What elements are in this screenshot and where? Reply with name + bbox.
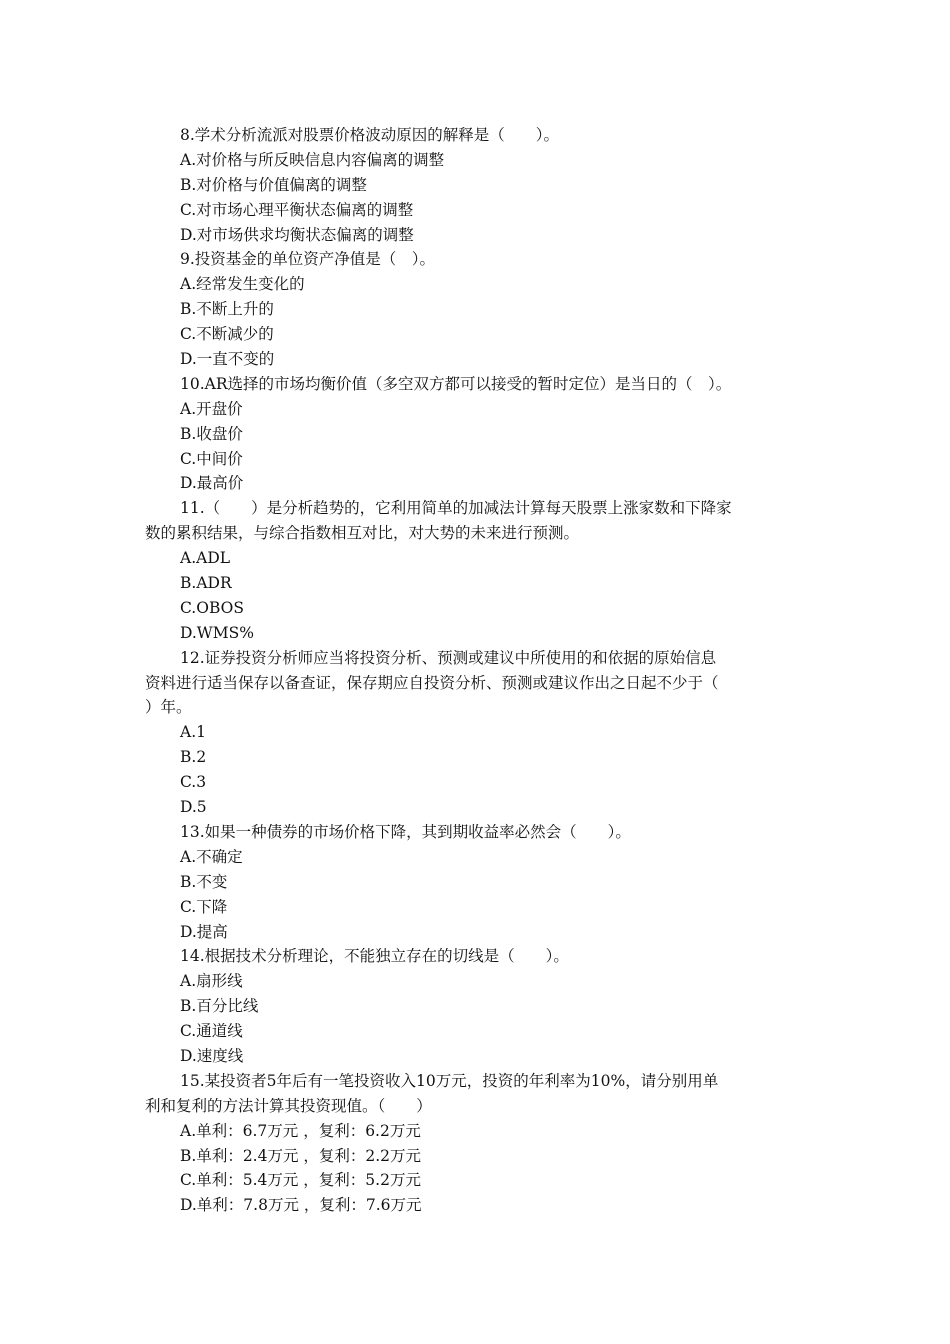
option-d: D.单利：7.8万元 ，复利：7.6万元 (180, 1196, 422, 1215)
option-d: D.5 (180, 798, 207, 817)
option-c: C.不断减少的 (180, 325, 274, 344)
question-text: 14.根据技术分析理论，不能独立存在的切线是（ ）。 (180, 947, 569, 966)
option-d: D.提高 (180, 922, 228, 941)
option-a: A.ADL (180, 549, 231, 568)
option-b: B.对价格与价值偏离的调整 (180, 175, 367, 194)
question-text: 9.投资基金的单位资产净值是（ ）。 (180, 250, 436, 269)
option-a: A.经常发生变化的 (180, 275, 305, 294)
option-b: B.不变 (180, 872, 228, 891)
question-text-continued: 利和复利的方法计算其投资现值。（ ） (145, 1096, 432, 1115)
option-a: A.对价格与所反映信息内容偏离的调整 (180, 150, 445, 169)
option-c: C.单利：5.4万元 ，复利：5.2万元 (180, 1171, 421, 1190)
question-15 (145, 1069, 810, 1218)
question-text: 12.证券投资分析师应当将投资分析、预测或建议中所使用的和依据的原始信息 (180, 648, 717, 667)
option-c: C.OBOS (180, 598, 244, 617)
question-10 (145, 372, 810, 496)
option-d: D.最高价 (180, 474, 244, 493)
option-b: B.ADR (180, 574, 232, 593)
option-d: D.WMS% (180, 623, 254, 642)
question-9 (145, 247, 810, 371)
question-13 (145, 820, 810, 944)
question-11 (145, 496, 810, 645)
option-c: C.对市场心理平衡状态偏离的调整 (180, 200, 414, 219)
question-text-continued: 资料进行适当保存以备查证，保存期应自投资分析、预测或建议作出之日起不少于（ (145, 673, 719, 692)
question-text: 13.如果一种债券的市场价格下降，其到期收益率必然会（ ）。 (180, 822, 631, 841)
option-a: A.扇形线 (180, 972, 243, 991)
option-b: B.2 (180, 748, 207, 767)
option-d: D.速度线 (180, 1046, 244, 1065)
option-a: A.开盘价 (180, 399, 243, 418)
option-c: C.下降 (180, 897, 228, 916)
question-8 (145, 123, 810, 247)
option-a: A.不确定 (180, 847, 243, 866)
question-text: 8.学术分析流派对股票价格波动原因的解释是（ ）。 (180, 126, 560, 144)
question-12 (145, 646, 810, 820)
question-text: 10.AR选择的市场均衡价值（多空双方都可以接受的暂时定位）是当日的（ ）。 (180, 374, 732, 393)
option-b: B.收盘价 (180, 424, 243, 443)
option-b: B.百分比线 (180, 997, 259, 1016)
option-a: A.1 (180, 723, 206, 742)
option-c: C.3 (180, 773, 207, 792)
question-text: 15.某投资者5年后有一笔投资收入10万元，投资的年利率为10%，请分别用单 (180, 1071, 719, 1090)
question-14 (145, 944, 810, 1068)
option-d: D.对市场供求均衡状态偏离的调整 (180, 225, 414, 244)
option-c: C.中间价 (180, 449, 243, 468)
option-c: C.通道线 (180, 1022, 243, 1041)
question-text: 11.（ ）是分析趋势的，它利用简单的加减法计算每天股票上涨家数和下降家 (180, 499, 732, 518)
option-b: B.不断上升的 (180, 300, 274, 319)
option-d: D.一直不变的 (180, 350, 275, 369)
option-b: B.单利：2.4万元 ，复利：2.2万元 (180, 1146, 422, 1165)
question-text-continued: 数的累积结果，与综合指数相互对比，对大势的未来进行预测。 (145, 524, 580, 543)
question-text-continued: ）年。 (145, 698, 192, 717)
document-page (145, 123, 810, 1218)
option-a: A.单利：6.7万元 ，复利：6.2万元 (180, 1121, 421, 1140)
